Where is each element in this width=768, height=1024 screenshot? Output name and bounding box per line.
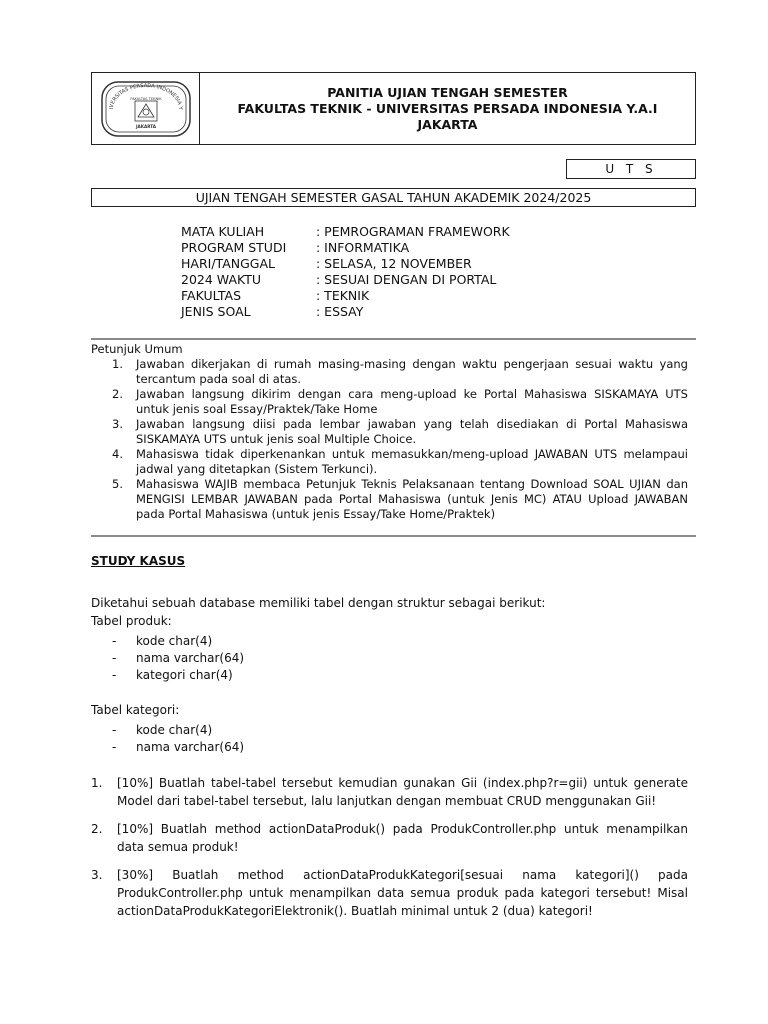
list-item: - kode char(4) <box>112 723 213 737</box>
header-line-2: FAKULTAS TEKNIK - UNIVERSITAS PERSADA INDONESIA Y.A.I <box>237 100 658 116</box>
svg-text:JAKARTA: JAKARTA <box>135 123 156 129</box>
list-item: 4. Mahasiswa tidak diperkenankan untuk memasukkan/meng-upload JAWABAN UTS melampaui jadwal yang ditetapkan (Sistem Terkunci). <box>112 447 688 476</box>
divider <box>91 535 696 537</box>
info-row: FAKULTAS : TEKNIK <box>181 288 370 303</box>
info-row: MATA KULIAH : PEMROGRAMAN FRAMEWORK <box>181 224 510 239</box>
table1-fields <box>112 633 244 684</box>
exam-info <box>181 224 510 320</box>
list-item: - nama varchar(64) <box>112 651 245 665</box>
list-item: - kode char(4) <box>112 634 213 648</box>
table1-title: Tabel produk: <box>91 614 172 628</box>
list-item: 2. Jawaban langsung dikirim dengan cara meng-upload ke Portal Mahasiswa SISKAMAYA UTS untuk jenis soal Essay/Praktek/Take Home <box>112 387 688 416</box>
question-item: 3. [30%] Buatlah method actionDataProdukKategori[sesuai nama kategori]() pada ProdukController.php untuk menampilkan data semua produk pada kategori tersebut! Misal actionDataProdukKategoriElektronik(). Buatlah minimal untuk 2 (dua) kategori! <box>91 868 688 918</box>
study-intro: Diketahui sebuah database memiliki tabel dengan struktur sebagai berikut: <box>91 596 546 610</box>
header-line-3: JAKARTA <box>417 116 478 132</box>
question-item: 1. [10%] Buatlah tabel-tabel tersebut kemudian gunakan Gii (index.php?r=gii) untuk generate Model dari tabel-tabel tersebut, lalu lanjutkan dengan membuat CRUD menggunakan Gii! <box>91 776 688 808</box>
table2-fields <box>112 722 244 756</box>
divider <box>91 338 696 340</box>
exam-title: UJIAN TENGAH SEMESTER GASAL TAHUN AKADEMIK 2024/2025 <box>91 188 696 207</box>
exam-type-box: U T S <box>566 159 696 179</box>
info-row: 2024 WAKTU : SESUAI DENGAN DI PORTAL <box>181 272 497 287</box>
info-row: JENIS SOAL : ESSAY <box>181 304 364 319</box>
petunjuk-list <box>112 357 688 522</box>
info-row: PROGRAM STUDI : INFORMATIKA <box>181 240 410 255</box>
petunjuk-title: Petunjuk Umum <box>91 342 183 356</box>
list-item: 1. Jawaban dikerjakan di rumah masing-masing dengan waktu pengerjaan sesuai waktu yang tercantum pada soal di atas. <box>112 357 688 386</box>
list-item: - kategori char(4) <box>112 668 233 682</box>
list-item: 3. Jawaban langsung diisi pada lembar jawaban yang telah disediakan di Portal Mahasiswa SISKAMAYA UTS untuk jenis soal Multiple Choice. <box>112 417 688 446</box>
study-heading: STUDY KASUS <box>91 554 186 568</box>
header-box <box>91 72 696 145</box>
table2-title: Tabel kategori: <box>91 703 180 717</box>
list-item: 5. Mahasiswa WAJIB membaca Petunjuk Teknis Pelaksanaan tentang Download SOAL UJIAN dan MENGISI LEMBAR JAWABAN pada Portal Mahasiswa (untuk Jenis MC) ATAU Upload JAWABAN pada Portal Mahasiswa (untuk jenis Essay/Take Home/Praktek) <box>112 477 688 521</box>
header-titles <box>200 73 695 144</box>
list-item: - nama varchar(64) <box>112 740 245 754</box>
question-list <box>91 774 688 930</box>
logo-cell <box>92 73 200 144</box>
svg-text:FAKULTAS TEKNIK: FAKULTAS TEKNIK <box>129 96 162 101</box>
university-seal-icon <box>99 79 193 139</box>
info-row: HARI/TANGGAL : SELASA, 12 NOVEMBER <box>181 256 472 271</box>
question-item: 2. [10%] Buatlah method actionDataProduk() pada ProdukController.php untuk menampilkan data semua produk! <box>91 822 688 854</box>
svg-text:UNIVERSITAS PERSADA INDONESIA: IVERSITAS PERSADA INDONESIA Y <box>108 82 183 109</box>
header-line-1: PANITIA UJIAN TENGAH SEMESTER <box>327 84 568 100</box>
